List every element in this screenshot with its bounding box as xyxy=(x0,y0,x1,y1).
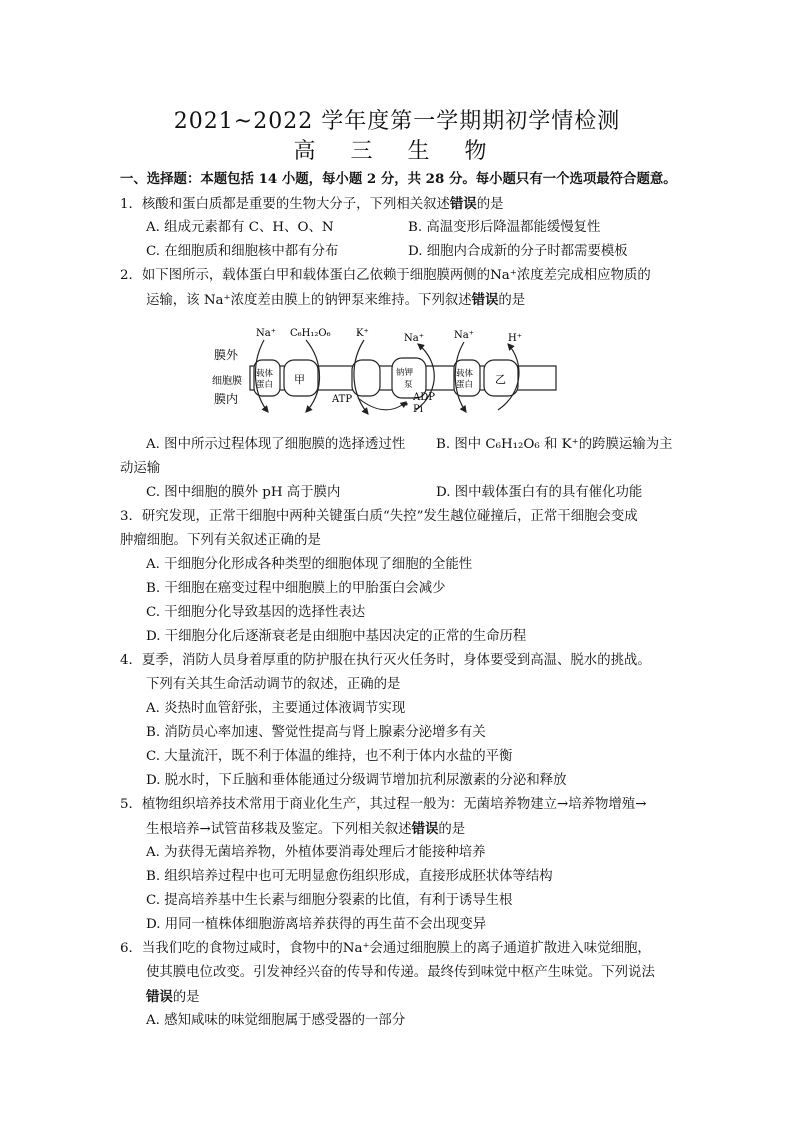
q4-option-b: B. 消防员心率加速、警觉性提高与肾上腺素分泌增多有关 xyxy=(146,725,486,740)
k-ion-label: K⁺ xyxy=(356,328,369,339)
question-2-line2 xyxy=(146,291,525,310)
question-5-line2 xyxy=(146,820,465,839)
na-ion-3: Na⁺ xyxy=(454,330,474,341)
pump-label-2: 泵 xyxy=(404,380,413,390)
atp-label: ATP xyxy=(332,394,353,405)
carrier-1-label-b: 蛋白 xyxy=(256,380,274,390)
q1-option-a: A. 组成元素都有 C、H、O、N xyxy=(146,220,334,235)
question-6-line1: 6．当我们吃的食物过咸时，食物中的Na⁺会通过细胞膜上的离子通道扩散进入味觉细胞， xyxy=(120,941,651,956)
q5-option-c: C. 提高培养基中生长素与细胞分裂素的比值，有利于诱导生根 xyxy=(146,893,513,908)
question-5-line1: 5．植物组织培养技术常用于商业化生产，其过程一般为：无菌培养物建立→培养物增殖→ xyxy=(120,797,647,812)
section-heading: 一、选择题：本题包括 14 小题，每小题 2 分，共 28 分。每小题只有一个选项最符合题意。 xyxy=(120,171,677,187)
pump-dot xyxy=(404,402,407,405)
question-6-line3 xyxy=(146,988,200,1007)
q3-option-b: B. 干细胞在癌变过程中细胞膜上的甲胎蛋白会减少 xyxy=(146,581,446,596)
q3-option-d: D. 干细胞分化后逐渐衰老是由细胞中基因决定的正常的生命历程 xyxy=(146,629,527,644)
na-ion-1: Na⁺ xyxy=(256,328,276,339)
q5-text-a: 生根培养→试管苗移栽及鉴定。下列相关叙述 xyxy=(146,822,412,837)
question-3-line2: 肿瘤细胞。下列有关叙述正确的是 xyxy=(120,533,321,548)
q4-option-c: C. 大量流汗，既不利于体温的维持，也不利于体内水盐的平衡 xyxy=(146,749,513,764)
question-3-line1: 3．研究发现，正常干细胞中两种关键蛋白质“失控”发生越位碰撞后，正常干细胞会变成 xyxy=(120,509,638,524)
membrane-transport-figure xyxy=(208,322,568,422)
q1-option-d: D. 细胞内合成新的分子时都需要模板 xyxy=(408,244,628,259)
q4-option-a: A. 炎热时血管舒张，主要通过体液调节实现 xyxy=(146,701,406,716)
q2-option-b-continued: 动运输 xyxy=(120,461,161,476)
q3-option-c: C. 干细胞分化导致基因的选择性表达 xyxy=(146,605,366,620)
q1-text-b: 的是 xyxy=(476,197,504,212)
q2-option-a: A. 图中所示过程体现了细胞膜的选择透过性 xyxy=(146,437,406,452)
q2-option-c: C. 图中细胞的膜外 pH 高于膜内 xyxy=(146,485,341,500)
q6-emphasis: 错误 xyxy=(146,989,173,1005)
question-4-line1: 4．夏季，消防人员身着厚重的防护服在执行灭火任务时，身体要受到高温、脱水的挑战。 xyxy=(120,653,651,668)
glucose-label: C₆H₁₂O₆ xyxy=(290,328,331,339)
carrier-1-label: 载体 xyxy=(256,369,274,379)
adp-label: ADP xyxy=(413,392,435,403)
na-ion-2: Na⁺ xyxy=(404,333,424,344)
q5-option-a: A. 为获得无菌培养物，外植体要消毒处理后才能接种培养 xyxy=(146,845,486,860)
q1-option-b: B. 高温变形后降温都能缓慢复性 xyxy=(408,220,601,235)
jia-label: 甲 xyxy=(294,373,305,386)
q6-text-b: 的是 xyxy=(172,990,200,1005)
q4-option-d: D. 脱水时，下丘脑和垂体能通过分级调节增加抗利尿激素的分泌和释放 xyxy=(146,773,567,788)
pump-label-1: 钠钾 xyxy=(396,368,414,378)
label-outside: 膜外 xyxy=(214,348,239,362)
carrier-2-label: 载体 xyxy=(456,369,474,379)
q5-option-b: B. 组织培养过程中也可无明显愈伤组织形成，直接形成胚状体等结构 xyxy=(146,869,553,884)
h-ion-label: H⁺ xyxy=(508,333,522,344)
q2-option-d: D. 图中载体蛋白有的具有催化功能 xyxy=(436,485,643,500)
q6-option-a: A. 感知咸味的味觉细胞属于感受器的一部分 xyxy=(146,1013,406,1028)
q3-option-a: A. 干细胞分化形成各种类型的细胞体现了细胞的全能性 xyxy=(146,557,473,572)
q2-text-a: 运输，该 Na⁺浓度差由膜上的钠钾泵来维持。下列叙述 xyxy=(146,293,472,308)
q5-text-b: 的是 xyxy=(438,822,466,837)
q1-emphasis: 错误 xyxy=(449,196,477,212)
q1-text-a: 1．核酸和蛋白质都是重要的生物大分子，下列相关叙述 xyxy=(120,197,450,212)
pi-label: Pi xyxy=(413,404,423,415)
question-6-line2: 使其膜电位改变。引发神经兴奋的传导和传递。最终传到味觉中枢产生味觉。下列说法 xyxy=(146,965,655,980)
question-4-line2: 下列有关其生命活动调节的叙述，正确的是 xyxy=(146,677,401,692)
q5-option-d: D. 用同一植株体细胞游离培养获得的再生苗不会出现变异 xyxy=(146,917,487,932)
q5-emphasis: 错误 xyxy=(411,821,439,837)
q2-option-b: B. 图中 C₆H₁₂O₆ 和 K⁺的跨膜运输为主 xyxy=(436,437,673,452)
arrow-atp-hydrolysis xyxy=(358,398,406,410)
question-2-line1: 2．如下图所示，载体蛋白甲和载体蛋白乙依赖于细胞膜两侧的Na⁺浓度差完成相应物质的 xyxy=(120,268,651,283)
question-1-stem xyxy=(120,195,503,214)
label-inside: 膜内 xyxy=(214,392,239,406)
q1-option-c: C. 在细胞质和细胞核中都有分布 xyxy=(146,244,339,259)
subject-title: 高 三 生 物 xyxy=(293,139,501,164)
label-membrane: 细胞膜 xyxy=(212,376,242,387)
exam-title: 2021~2022 学年度第一学期期初学情检测 xyxy=(173,109,621,134)
q2-emphasis: 错误 xyxy=(471,292,499,308)
yi-label: 乙 xyxy=(495,373,506,386)
carrier-2-label-b: 蛋白 xyxy=(456,380,474,390)
q2-text-b: 的是 xyxy=(498,293,526,308)
